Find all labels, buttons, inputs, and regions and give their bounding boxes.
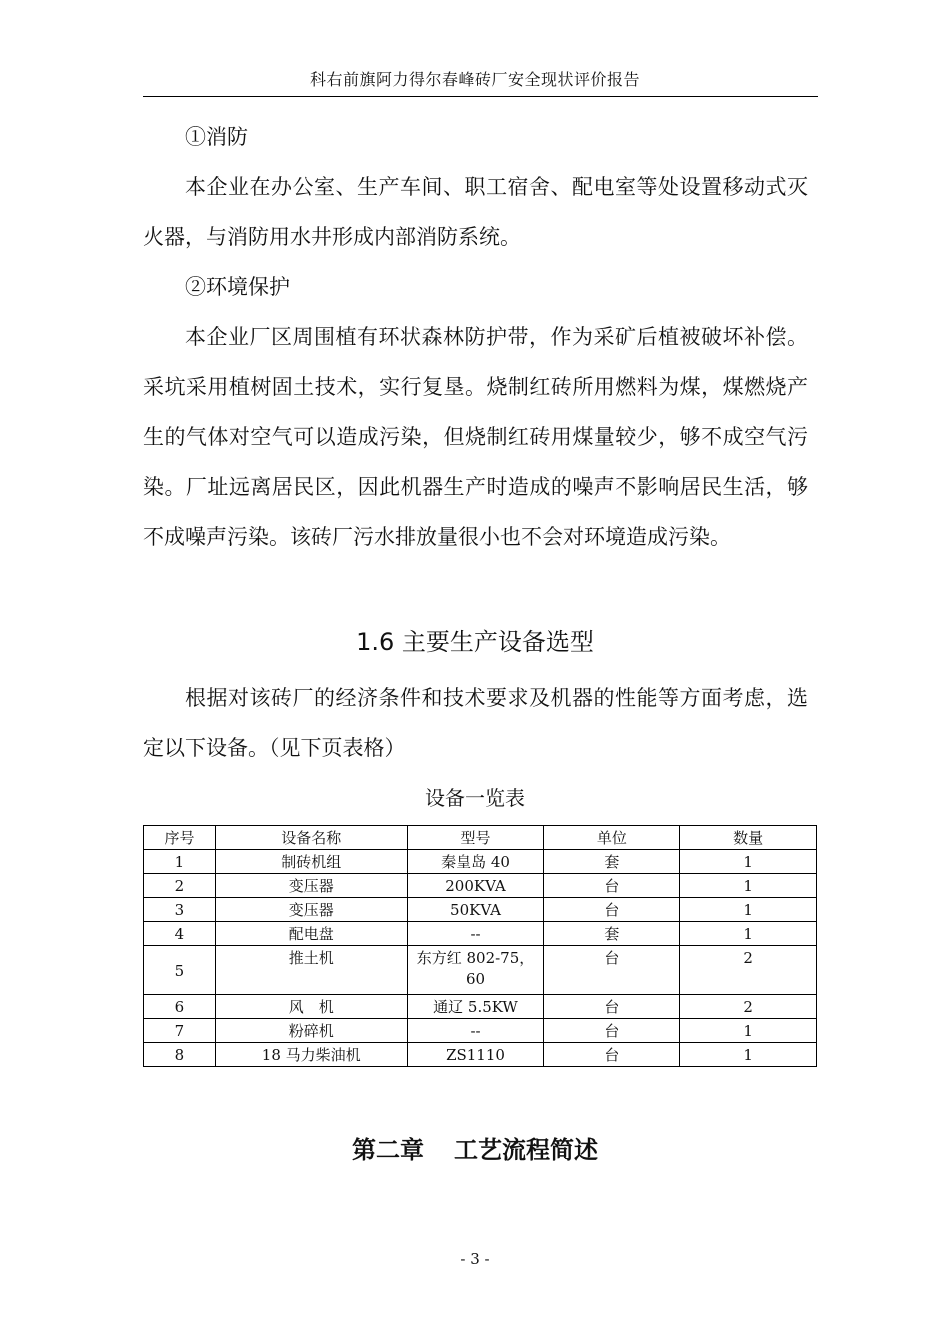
cell-model: 通辽 5.5KW	[407, 995, 544, 1019]
cell-no: 8	[144, 1043, 216, 1067]
cell-unit: 套	[544, 850, 680, 874]
cell-qty: 1	[680, 1019, 817, 1043]
equipment-paragraph: 根据对该砖厂的经济条件和技术要求及机器的性能等方面考虑，选定以下设备。（见下页表格）	[143, 686, 808, 760]
page-header: 科右前旗阿力得尔春峰砖厂安全现状评价报告	[309, 70, 640, 89]
env-heading: ②环境保护	[185, 275, 290, 299]
cell-no: 3	[144, 898, 216, 922]
cell-model: ZS1110	[407, 1043, 544, 1067]
table-row	[144, 946, 817, 995]
chapter-heading	[0, 1130, 950, 1165]
cell-no: 2	[144, 874, 216, 898]
table-row	[144, 995, 817, 1019]
header-cell: 设备名称	[215, 826, 407, 850]
table-row	[144, 1043, 817, 1067]
cell-unit: 台	[544, 995, 680, 1019]
cell-model: 秦皇岛 40	[407, 850, 544, 874]
header-cell: 单位	[544, 826, 680, 850]
cell-name: 18 马力柴油机	[215, 1043, 407, 1067]
table-row	[144, 1019, 817, 1043]
table-caption: 设备一览表	[425, 786, 525, 810]
cell-model: 200KVA	[407, 874, 544, 898]
cell-qty: 1	[680, 874, 817, 898]
section-heading-1-6: 1.6 主要生产设备选型	[356, 628, 594, 656]
cell-qty: 1	[680, 922, 817, 946]
cell-name: 制砖机组	[215, 850, 407, 874]
cell-no: 1	[144, 850, 216, 874]
cell-name: 配电盘	[215, 922, 407, 946]
chapter-title: 工艺流程简述	[454, 1136, 598, 1164]
cell-unit: 台	[544, 874, 680, 898]
section-1-6-body	[143, 673, 808, 773]
table-row	[144, 850, 817, 874]
table-header-row	[144, 826, 817, 850]
cell-qty: 1	[680, 1043, 817, 1067]
equipment-table	[143, 825, 817, 1067]
page-number: - 3 -	[460, 1250, 490, 1268]
cell-name: 变压器	[215, 898, 407, 922]
table-row	[144, 922, 817, 946]
header-divider	[143, 96, 818, 97]
table-row	[144, 898, 817, 922]
cell-model: 50KVA	[407, 898, 544, 922]
cell-qty: 2	[680, 995, 817, 1019]
cell-no: 7	[144, 1019, 216, 1043]
fire-heading: ①消防	[185, 125, 248, 149]
cell-unit: 套	[544, 922, 680, 946]
cell-no: 4	[144, 922, 216, 946]
table-row	[144, 874, 817, 898]
cell-qty: 2	[680, 946, 817, 995]
cell-unit: 台	[544, 1043, 680, 1067]
cell-unit: 台	[544, 898, 680, 922]
cell-name: 粉碎机	[215, 1019, 407, 1043]
cell-model: 东方红 802-75，60	[407, 946, 544, 995]
cell-name: 推土机	[215, 946, 407, 995]
cell-name: 变压器	[215, 874, 407, 898]
header-cell: 数量	[680, 826, 817, 850]
cell-model: --	[407, 922, 544, 946]
env-paragraph: 本企业厂区周围植有环状森林防护带，作为采矿后植被破坏补偿。采坑采用植树固土技术，实行复垦。烧制红砖所用燃料为煤，煤燃烧产生的气体对空气可以造成污染，但烧制红砖用煤量较少，够不成空气污染。厂址远离居民区，因此机器生产时造成的噪声不影响居民生活，够不成噪声污染。该砖厂污水排放量很小也不会对环境造成污染。	[143, 325, 808, 549]
cell-unit: 台	[544, 946, 680, 995]
fire-paragraph: 本企业在办公室、生产车间、职工宿舍、配电室等处设置移动式灭火器，与消防用水井形成内部消防系统。	[143, 175, 808, 249]
cell-model: --	[407, 1019, 544, 1043]
header-cell: 型号	[407, 826, 544, 850]
cell-qty: 1	[680, 850, 817, 874]
cell-name: 风 机	[215, 995, 407, 1019]
header-cell: 序号	[144, 826, 216, 850]
cell-unit: 台	[544, 1019, 680, 1043]
cell-no: 5	[144, 946, 216, 995]
chapter-number: 第二章	[352, 1136, 424, 1164]
cell-qty: 1	[680, 898, 817, 922]
cell-no: 6	[144, 995, 216, 1019]
section-fire-env	[143, 112, 808, 562]
